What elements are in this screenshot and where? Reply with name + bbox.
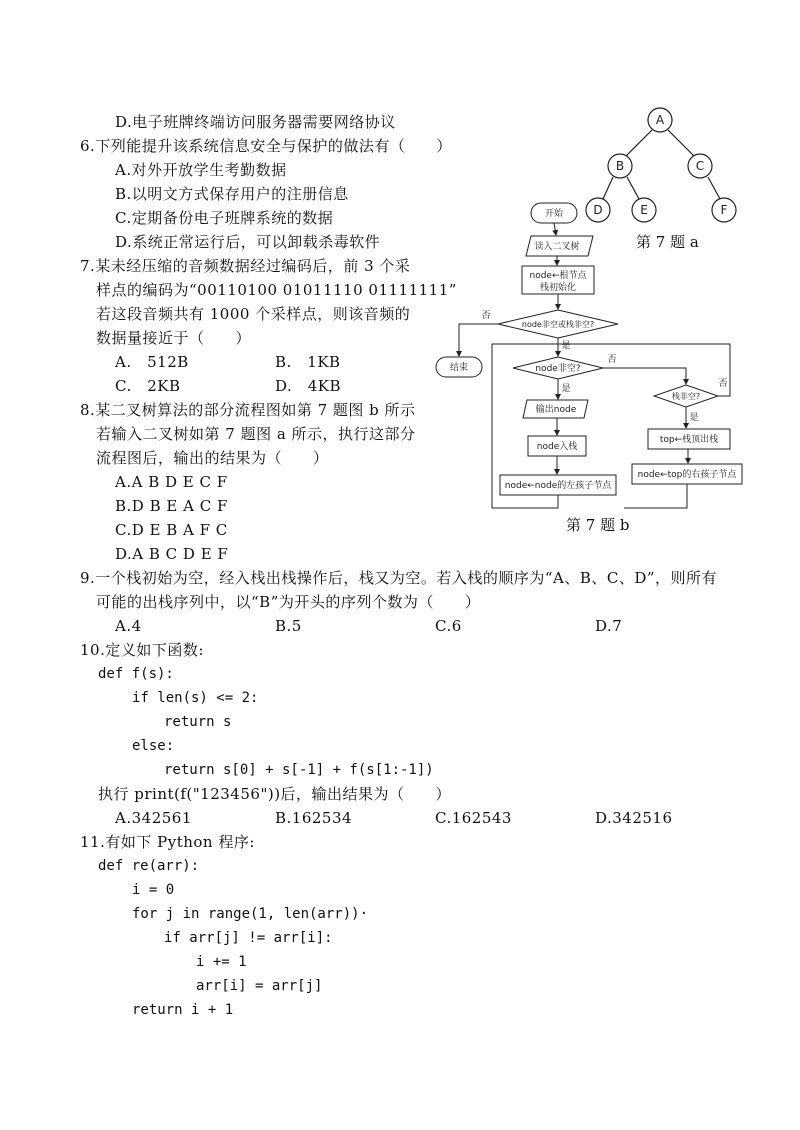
q7-stem-line2: 样点的编码为“00110100 01011110 01111111” <box>96 281 457 299</box>
flow-cond2-label: node非空? <box>535 364 581 374</box>
flow-arrow-start-input <box>554 223 556 235</box>
q11-code-line2: i = 0 <box>132 882 175 898</box>
figure-7a-caption: 第 7 题 a <box>636 233 699 251</box>
tree-node-b-label: B <box>615 159 625 173</box>
q9-option-d: D.7 <box>595 617 623 635</box>
q7-stem-line1: 7.某未经压缩的音频数据经过编码后，前 3 个采 <box>80 257 411 275</box>
tree-node-c-label: C <box>695 159 705 173</box>
flow-no-label-2: 否 <box>607 355 617 365</box>
q7-stem-line3: 若这段音频共有 1000 个采样点，则该音频的 <box>96 305 411 323</box>
q10-code-line1: def f(s): <box>98 666 174 682</box>
q11-code-line7: return i + 1 <box>132 1002 234 1018</box>
flow-input-label: 读入二叉树 <box>534 242 580 252</box>
tree-node-d-label: D <box>593 203 603 217</box>
flow-pop-label: top←栈顶出栈 <box>659 435 719 445</box>
tree-node-f-label: F <box>720 203 728 217</box>
flow-output-label: 输出node <box>535 405 577 415</box>
q9-option-a: A.4 <box>115 617 142 635</box>
q7-option-a: A. 512B <box>115 353 189 371</box>
q11-code-line1: def re(arr): <box>98 858 200 874</box>
flow-end-label: 结束 <box>449 363 469 373</box>
q7-option-b: B. 1KB <box>275 353 341 371</box>
q10-code-line4: else: <box>132 738 175 754</box>
figure-7b-caption: 第 7 题 b <box>566 516 630 534</box>
q11-code-line5: i += 1 <box>196 954 247 970</box>
q7-stem-line4: 数据量接近于（ ） <box>96 329 252 347</box>
q8-option-a: A.A B D E C F <box>115 473 228 491</box>
q11-code-line4: if arr[j] != arr[i]: <box>164 930 333 946</box>
q6-option-a: A.对外开放学生考勤数据 <box>115 161 287 179</box>
flow-right-label: node←top的右孩子节点 <box>637 470 737 480</box>
flow-no-label-1: 否 <box>481 311 491 321</box>
flow-yes-label-1: 是 <box>561 341 571 351</box>
q9-stem-line2: 可能的出栈序列中，以“B”为开头的序列个数为（ ） <box>96 593 481 611</box>
flow-init-label-1: node←根节点 <box>529 271 587 281</box>
q5-option-d: D.电子班牌终端访问服务器需要网络协议 <box>115 113 396 131</box>
q11-code-line3: for j in range(1, len(arr))· <box>132 906 369 922</box>
flow-start-label: 开始 <box>544 209 564 219</box>
q6-option-d: D.系统正常运行后，可以卸载杀毒软件 <box>115 233 381 251</box>
q9-option-b: B.5 <box>275 617 302 635</box>
q8-option-c: C.D E B A F C <box>115 521 228 539</box>
flow-cond3-label: 栈非空? <box>671 392 701 401</box>
q8-stem-line1: 8.某二叉树算法的部分流程图如第 7 题图 b 所示 <box>80 401 416 419</box>
q10-exec-line: 执行 print(f("123456"))后，输出结果为（ ） <box>98 785 452 803</box>
q10-option-b: B.162534 <box>275 809 353 827</box>
flow-no-label-3: 否 <box>718 379 728 389</box>
q10-stem: 10.定义如下函数: <box>80 641 204 659</box>
q8-option-d: D.A B C D E F <box>115 545 229 563</box>
flow-arrow-no-cond3 <box>603 368 686 384</box>
q10-option-a: A.342561 <box>115 809 192 827</box>
flow-yes-label-2: 是 <box>561 384 571 394</box>
q8-stem-line2: 若输入二叉树如第 7 题图 a 所示，执行这部分 <box>96 425 416 443</box>
flow-init-label-2: 栈初始化 <box>539 283 577 293</box>
q9-option-c: C.6 <box>435 617 462 635</box>
flow-left-label: node←node的左孩子节点 <box>504 481 612 491</box>
figure-7b-flowchart <box>0 0 800 540</box>
q10-code-line3: return s <box>164 714 232 730</box>
q6-option-b: B.以明文方式保存用户的注册信息 <box>115 185 349 203</box>
q6-option-c: C.定期备份电子班牌系统的数据 <box>115 209 334 227</box>
flow-cond1-label: node非空或栈非空? <box>521 320 595 329</box>
q7-option-c: C. 2KB <box>115 377 181 395</box>
q8-stem-line3: 流程图后，输出的结果为（ ） <box>96 449 329 467</box>
q7-option-d: D. 4KB <box>275 377 342 395</box>
q9-stem-line1: 9.一个栈初始为空，经入栈出栈操作后，栈又为空。若入栈的顺序为“A、B、C、D”，则所有 <box>80 569 718 587</box>
tree-node-e-label: E <box>640 203 648 217</box>
q10-option-d: D.342516 <box>595 809 673 827</box>
flow-yes-label-3: 是 <box>689 413 699 423</box>
flow-push-label: node入栈 <box>536 442 578 452</box>
q8-option-b: B.D B E A C F <box>115 497 228 515</box>
q11-stem: 11.有如下 Python 程序: <box>80 833 255 851</box>
tree-node-a-label: A <box>655 113 665 127</box>
q11-code-line6: arr[i] = arr[j] <box>196 978 323 994</box>
q10-code-line2: if len(s) <= 2: <box>132 690 259 706</box>
q6-stem: 6.下列能提升该系统信息安全与保护的做法有（ ） <box>80 137 452 155</box>
q10-code-line5: return s[0] + s[-1] + f(s[1:-1]) <box>164 762 434 778</box>
flow-loop-right <box>624 484 687 508</box>
q10-option-c: C.162543 <box>435 809 512 827</box>
